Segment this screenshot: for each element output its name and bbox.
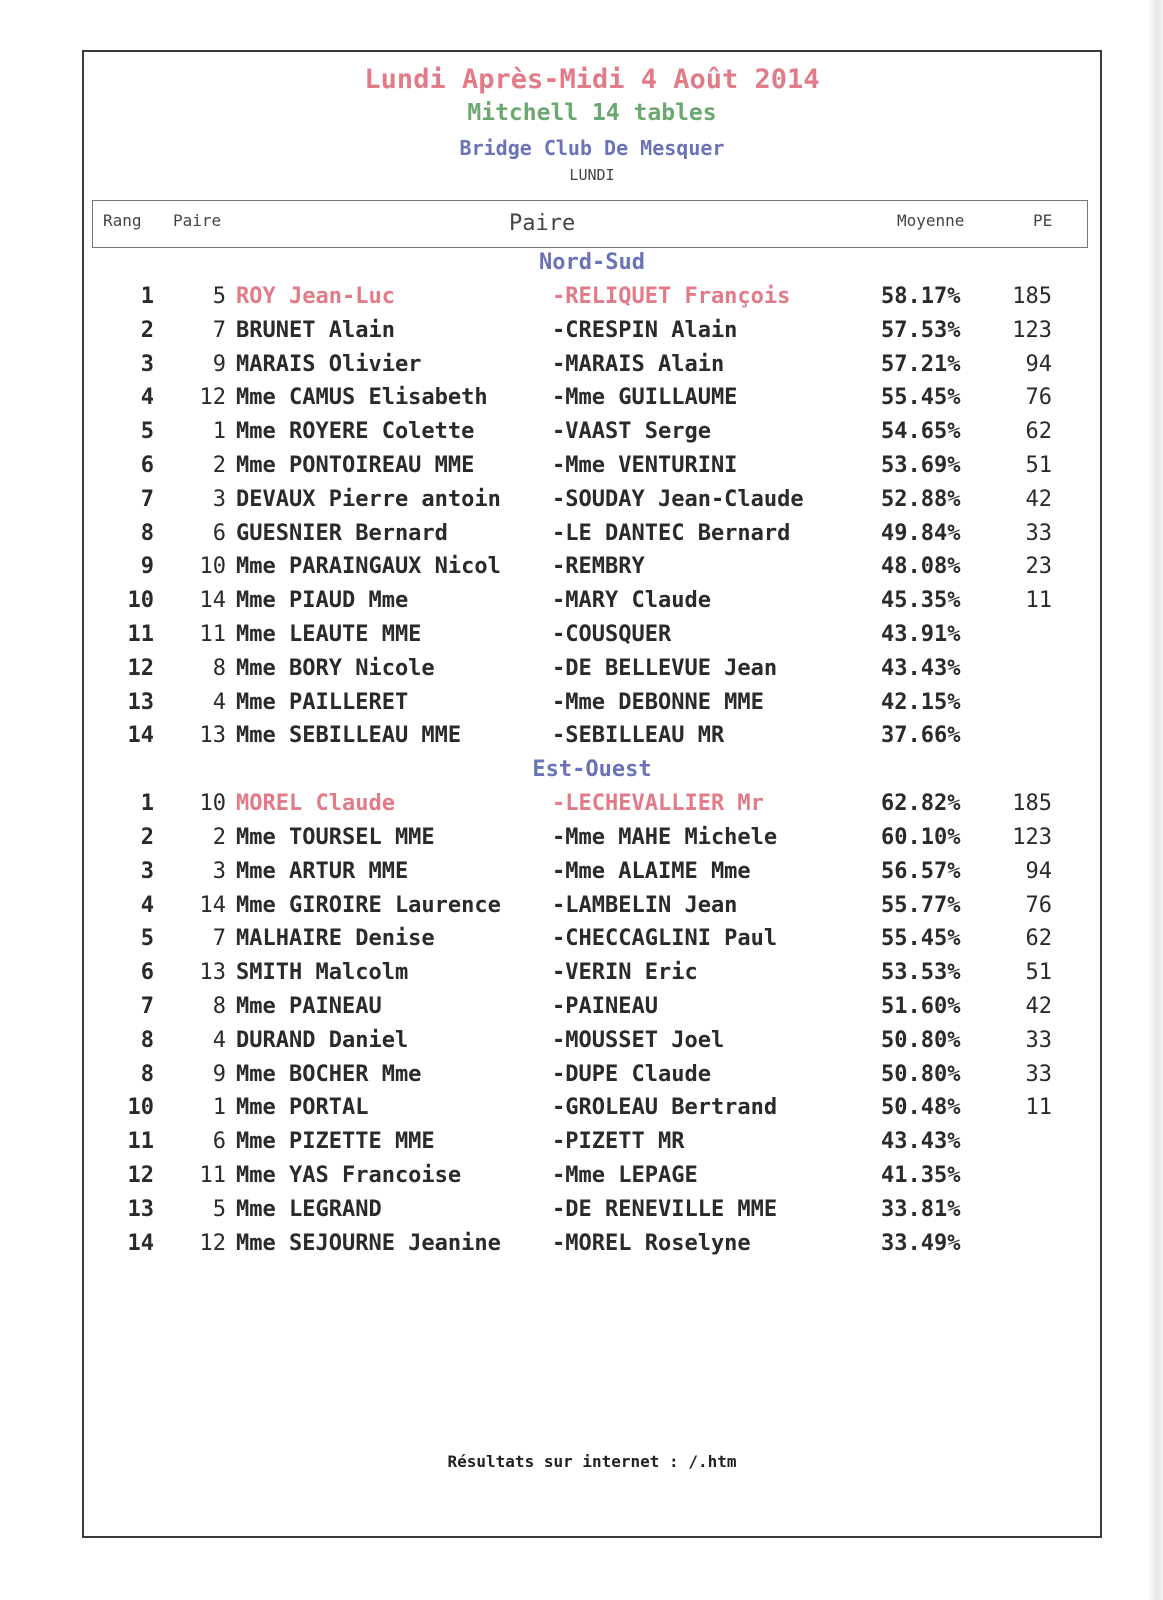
pair-number-cell: 13 [199, 723, 226, 749]
player2-cell: -CRESPIN Alain [552, 317, 738, 343]
player1-cell: Mme ARTUR MME [236, 858, 409, 884]
results-sheet [82, 50, 1102, 1538]
average-cell: 55.77% [881, 892, 961, 918]
points-cell: 23 [1025, 554, 1052, 580]
average-cell: 52.88% [881, 486, 961, 512]
player1-cell: Mme PORTAL [236, 1095, 369, 1121]
table-row [84, 1095, 1100, 1129]
table-row [84, 825, 1100, 859]
player1-cell: SMITH Malcolm [236, 960, 409, 986]
rank-cell: 10 [127, 1095, 154, 1121]
points-cell: 42 [1025, 486, 1052, 512]
table-row [84, 859, 1100, 893]
table-row [84, 1231, 1100, 1265]
movement-subtitle: Mitchell 14 tables [467, 100, 717, 126]
player2-cell: -REMBRY [552, 554, 645, 580]
pair-number-cell: 9 [212, 1061, 226, 1087]
rank-cell: 3 [140, 351, 154, 377]
rank-cell: 11 [127, 1129, 154, 1155]
player2-cell: -DE BELLEVUE Jean [552, 655, 778, 681]
table-row [84, 588, 1100, 622]
pair-number-cell: 10 [199, 554, 226, 580]
pair-number-cell: 6 [212, 1129, 226, 1155]
average-cell: 43.43% [881, 655, 961, 681]
rank-cell: 4 [140, 892, 154, 918]
average-cell: 45.35% [881, 588, 961, 614]
rank-cell: 3 [140, 858, 154, 884]
rank-cell: 14 [127, 723, 154, 749]
rank-cell: 6 [140, 960, 154, 986]
rank-cell: 4 [140, 385, 154, 411]
average-cell: 43.91% [881, 622, 961, 647]
pair-number-cell: 10 [199, 791, 226, 817]
player2-cell: -SEBILLEAU MR [552, 723, 725, 749]
average-cell: 53.69% [881, 453, 961, 478]
rank-cell: 11 [127, 622, 154, 647]
table-row [84, 994, 1100, 1028]
player1-cell: Mme PAILLERET [236, 689, 409, 715]
pair-number-cell: 11 [199, 622, 226, 647]
player1-cell: Mme SEJOURNE Jeanine [236, 1230, 501, 1256]
player2-cell: -LECHEVALLIER Mr [552, 791, 764, 817]
header-pe: PE [1033, 211, 1053, 230]
points-cell: 76 [1025, 892, 1052, 918]
player1-cell: Mme PARAINGAUX Nicol [236, 554, 501, 580]
pair-number-cell: 9 [212, 351, 226, 377]
header-pair-names: Paire [509, 211, 576, 236]
player2-cell: -CHECCAGLINI Paul [552, 926, 778, 952]
points-cell: 33 [1025, 1061, 1052, 1087]
points-cell: 33 [1025, 520, 1052, 546]
table-row [84, 487, 1100, 521]
player1-cell: Mme TOURSEL MME [236, 825, 435, 850]
points-cell: 123 [1012, 317, 1052, 343]
pair-number-cell: 13 [199, 960, 226, 986]
player1-cell: Mme ROYERE Colette [236, 419, 475, 445]
player1-cell: GUESNIER Bernard [236, 520, 448, 546]
table-row [84, 554, 1100, 588]
player1-cell: MALHAIRE Denise [236, 926, 435, 952]
player2-cell: -PIZETT MR [552, 1129, 685, 1155]
rank-cell: 7 [140, 994, 154, 1019]
table-row [84, 791, 1100, 825]
table-row [84, 521, 1100, 555]
player2-cell: -VERIN Eric [552, 960, 698, 986]
player2-cell: -DUPE Claude [552, 1061, 711, 1087]
average-cell: 50.80% [881, 1027, 961, 1053]
points-cell: 94 [1025, 351, 1052, 377]
points-cell: 76 [1025, 385, 1052, 411]
player1-cell: Mme PIAUD Mme [236, 588, 409, 614]
player1-cell: Mme LEAUTE MME [236, 622, 422, 647]
player2-cell: -MOUSSET Joel [552, 1027, 725, 1053]
pair-number-cell: 6 [212, 520, 226, 546]
points-cell: 42 [1025, 994, 1052, 1019]
average-cell: 50.48% [881, 1095, 961, 1121]
average-cell: 43.43% [881, 1129, 961, 1155]
footer-results-link: Résultats sur internet : /.htm [447, 1452, 737, 1471]
average-cell: 50.80% [881, 1061, 961, 1087]
pair-number-cell: 1 [212, 1095, 226, 1121]
pair-number-cell: 14 [199, 588, 226, 614]
table-row [84, 284, 1100, 318]
header-pair-number: Paire [173, 211, 222, 230]
player2-cell: -GROLEAU Bertrand [552, 1095, 778, 1121]
player2-cell: -DE RENEVILLE MME [552, 1196, 778, 1222]
average-cell: 42.15% [881, 689, 961, 715]
points-cell: 185 [1012, 284, 1052, 309]
table-row [84, 926, 1100, 960]
player2-cell: -MARAIS Alain [552, 351, 725, 377]
table-row [84, 318, 1100, 352]
player1-cell: Mme BORY Nicole [236, 655, 435, 681]
player2-cell: -RELIQUET François [552, 284, 791, 309]
rank-cell: 1 [140, 791, 154, 817]
pair-number-cell: 12 [199, 385, 226, 411]
pair-number-cell: 14 [199, 892, 226, 918]
table-row [84, 1163, 1100, 1197]
player1-cell: ROY Jean-Luc [236, 284, 395, 309]
average-cell: 58.17% [881, 284, 961, 309]
player1-cell: Mme LEGRAND [236, 1196, 382, 1222]
points-cell: 33 [1025, 1027, 1052, 1053]
player1-cell: DEVAUX Pierre antoin [236, 486, 501, 512]
rank-cell: 13 [127, 1196, 154, 1222]
rank-cell: 2 [140, 317, 154, 343]
pair-number-cell: 3 [212, 486, 226, 512]
rank-cell: 13 [127, 689, 154, 715]
rank-cell: 12 [127, 1163, 154, 1188]
rank-cell: 9 [140, 554, 154, 580]
player2-cell: -Mme ALAIME Mme [552, 858, 751, 884]
player2-cell: -PAINEAU [552, 994, 658, 1019]
rank-cell: 14 [127, 1230, 154, 1256]
table-row [84, 656, 1100, 690]
section-heading: Nord-Sud [539, 250, 645, 275]
player2-cell: -Mme DEBONNE MME [552, 689, 764, 715]
points-cell: 62 [1025, 419, 1052, 445]
player2-cell: -SOUDAY Jean-Claude [552, 486, 804, 512]
player1-cell: Mme PIZETTE MME [236, 1129, 435, 1155]
player2-cell: -LE DANTEC Bernard [552, 520, 791, 546]
table-row [84, 1028, 1100, 1062]
club-name: Bridge Club De Mesquer [459, 136, 725, 160]
player1-cell: Mme YAS Francoise [236, 1163, 462, 1188]
average-cell: 33.49% [881, 1230, 961, 1256]
player1-cell: MARAIS Olivier [236, 351, 422, 377]
average-cell: 55.45% [881, 926, 961, 952]
day-label: LUNDI [569, 166, 615, 184]
player2-cell: -LAMBELIN Jean [552, 892, 738, 918]
rank-cell: 12 [127, 655, 154, 681]
average-cell: 33.81% [881, 1196, 961, 1222]
rank-cell: 1 [140, 284, 154, 309]
rank-cell: 8 [140, 1061, 154, 1087]
table-row [84, 960, 1100, 994]
points-cell: 94 [1025, 858, 1052, 884]
player1-cell: BRUNET Alain [236, 317, 395, 343]
header-rang: Rang [103, 211, 142, 230]
player2-cell: -COUSQUER [552, 622, 672, 647]
player2-cell: -Mme GUILLAUME [552, 385, 738, 411]
player1-cell: Mme CAMUS Elisabeth [236, 385, 488, 411]
table-row [84, 453, 1100, 487]
average-cell: 54.65% [881, 419, 961, 445]
points-cell: 62 [1025, 926, 1052, 952]
table-row [84, 622, 1100, 656]
average-cell: 37.66% [881, 723, 961, 749]
average-cell: 53.53% [881, 960, 961, 986]
player2-cell: -Mme VENTURINI [552, 453, 738, 478]
rank-cell: 10 [127, 588, 154, 614]
average-cell: 60.10% [881, 825, 961, 850]
player1-cell: Mme GIROIRE Laurence [236, 892, 501, 918]
rank-cell: 2 [140, 825, 154, 850]
player2-cell: -MOREL Roselyne [552, 1230, 751, 1256]
pair-number-cell: 7 [212, 926, 226, 952]
points-cell: 11 [1025, 588, 1052, 614]
player2-cell: -VAAST Serge [552, 419, 711, 445]
pair-number-cell: 7 [212, 317, 226, 343]
points-cell: 51 [1025, 453, 1052, 478]
section-heading: Est-Ouest [532, 757, 652, 783]
player2-cell: -Mme LEPAGE [552, 1163, 698, 1188]
average-cell: 57.21% [881, 351, 961, 377]
table-row [84, 1129, 1100, 1163]
pair-number-cell: 4 [212, 1027, 226, 1053]
points-cell: 185 [1012, 791, 1052, 817]
average-cell: 55.45% [881, 385, 961, 411]
header-moyenne: Moyenne [897, 211, 965, 230]
points-cell: 123 [1012, 825, 1052, 850]
average-cell: 56.57% [881, 858, 961, 884]
points-cell: 51 [1025, 960, 1052, 986]
player1-cell: DURAND Daniel [236, 1027, 409, 1053]
pair-number-cell: 2 [212, 453, 226, 478]
pair-number-cell: 1 [212, 419, 226, 445]
table-row [84, 385, 1100, 419]
average-cell: 57.53% [881, 317, 961, 343]
page-title: Lundi Après-Midi 4 Août 2014 [364, 64, 820, 95]
column-header [92, 200, 1088, 248]
pair-number-cell: 8 [212, 994, 226, 1019]
player1-cell: Mme SEBILLEAU MME [236, 723, 462, 749]
player1-cell: MOREL Claude [236, 791, 395, 817]
pair-number-cell: 12 [199, 1230, 226, 1256]
table-row [84, 893, 1100, 927]
table-row [84, 1197, 1100, 1231]
pair-number-cell: 5 [212, 1196, 226, 1222]
scan-edge [1148, 0, 1163, 1600]
rank-cell: 6 [140, 453, 154, 478]
player2-cell: -MARY Claude [552, 588, 711, 614]
rank-cell: 8 [140, 520, 154, 546]
table-row [84, 723, 1100, 757]
rank-cell: 5 [140, 926, 154, 952]
player2-cell: -Mme MAHE Michele [552, 825, 778, 850]
table-row [84, 1062, 1100, 1096]
average-cell: 62.82% [881, 791, 961, 817]
table-row [84, 352, 1100, 386]
pair-number-cell: 11 [199, 1163, 226, 1188]
pair-number-cell: 2 [212, 825, 226, 850]
average-cell: 48.08% [881, 554, 961, 580]
player1-cell: Mme PAINEAU [236, 994, 382, 1019]
pair-number-cell: 4 [212, 689, 226, 715]
average-cell: 41.35% [881, 1163, 961, 1188]
rank-cell: 5 [140, 419, 154, 445]
table-row [84, 690, 1100, 724]
average-cell: 51.60% [881, 994, 961, 1019]
player1-cell: Mme PONTOIREAU MME [236, 453, 475, 478]
pair-number-cell: 3 [212, 858, 226, 884]
pair-number-cell: 8 [212, 655, 226, 681]
points-cell: 11 [1025, 1095, 1052, 1121]
table-row [84, 419, 1100, 453]
player1-cell: Mme BOCHER Mme [236, 1061, 422, 1087]
rank-cell: 8 [140, 1027, 154, 1053]
pair-number-cell: 5 [212, 284, 226, 309]
average-cell: 49.84% [881, 520, 961, 546]
rank-cell: 7 [140, 486, 154, 512]
